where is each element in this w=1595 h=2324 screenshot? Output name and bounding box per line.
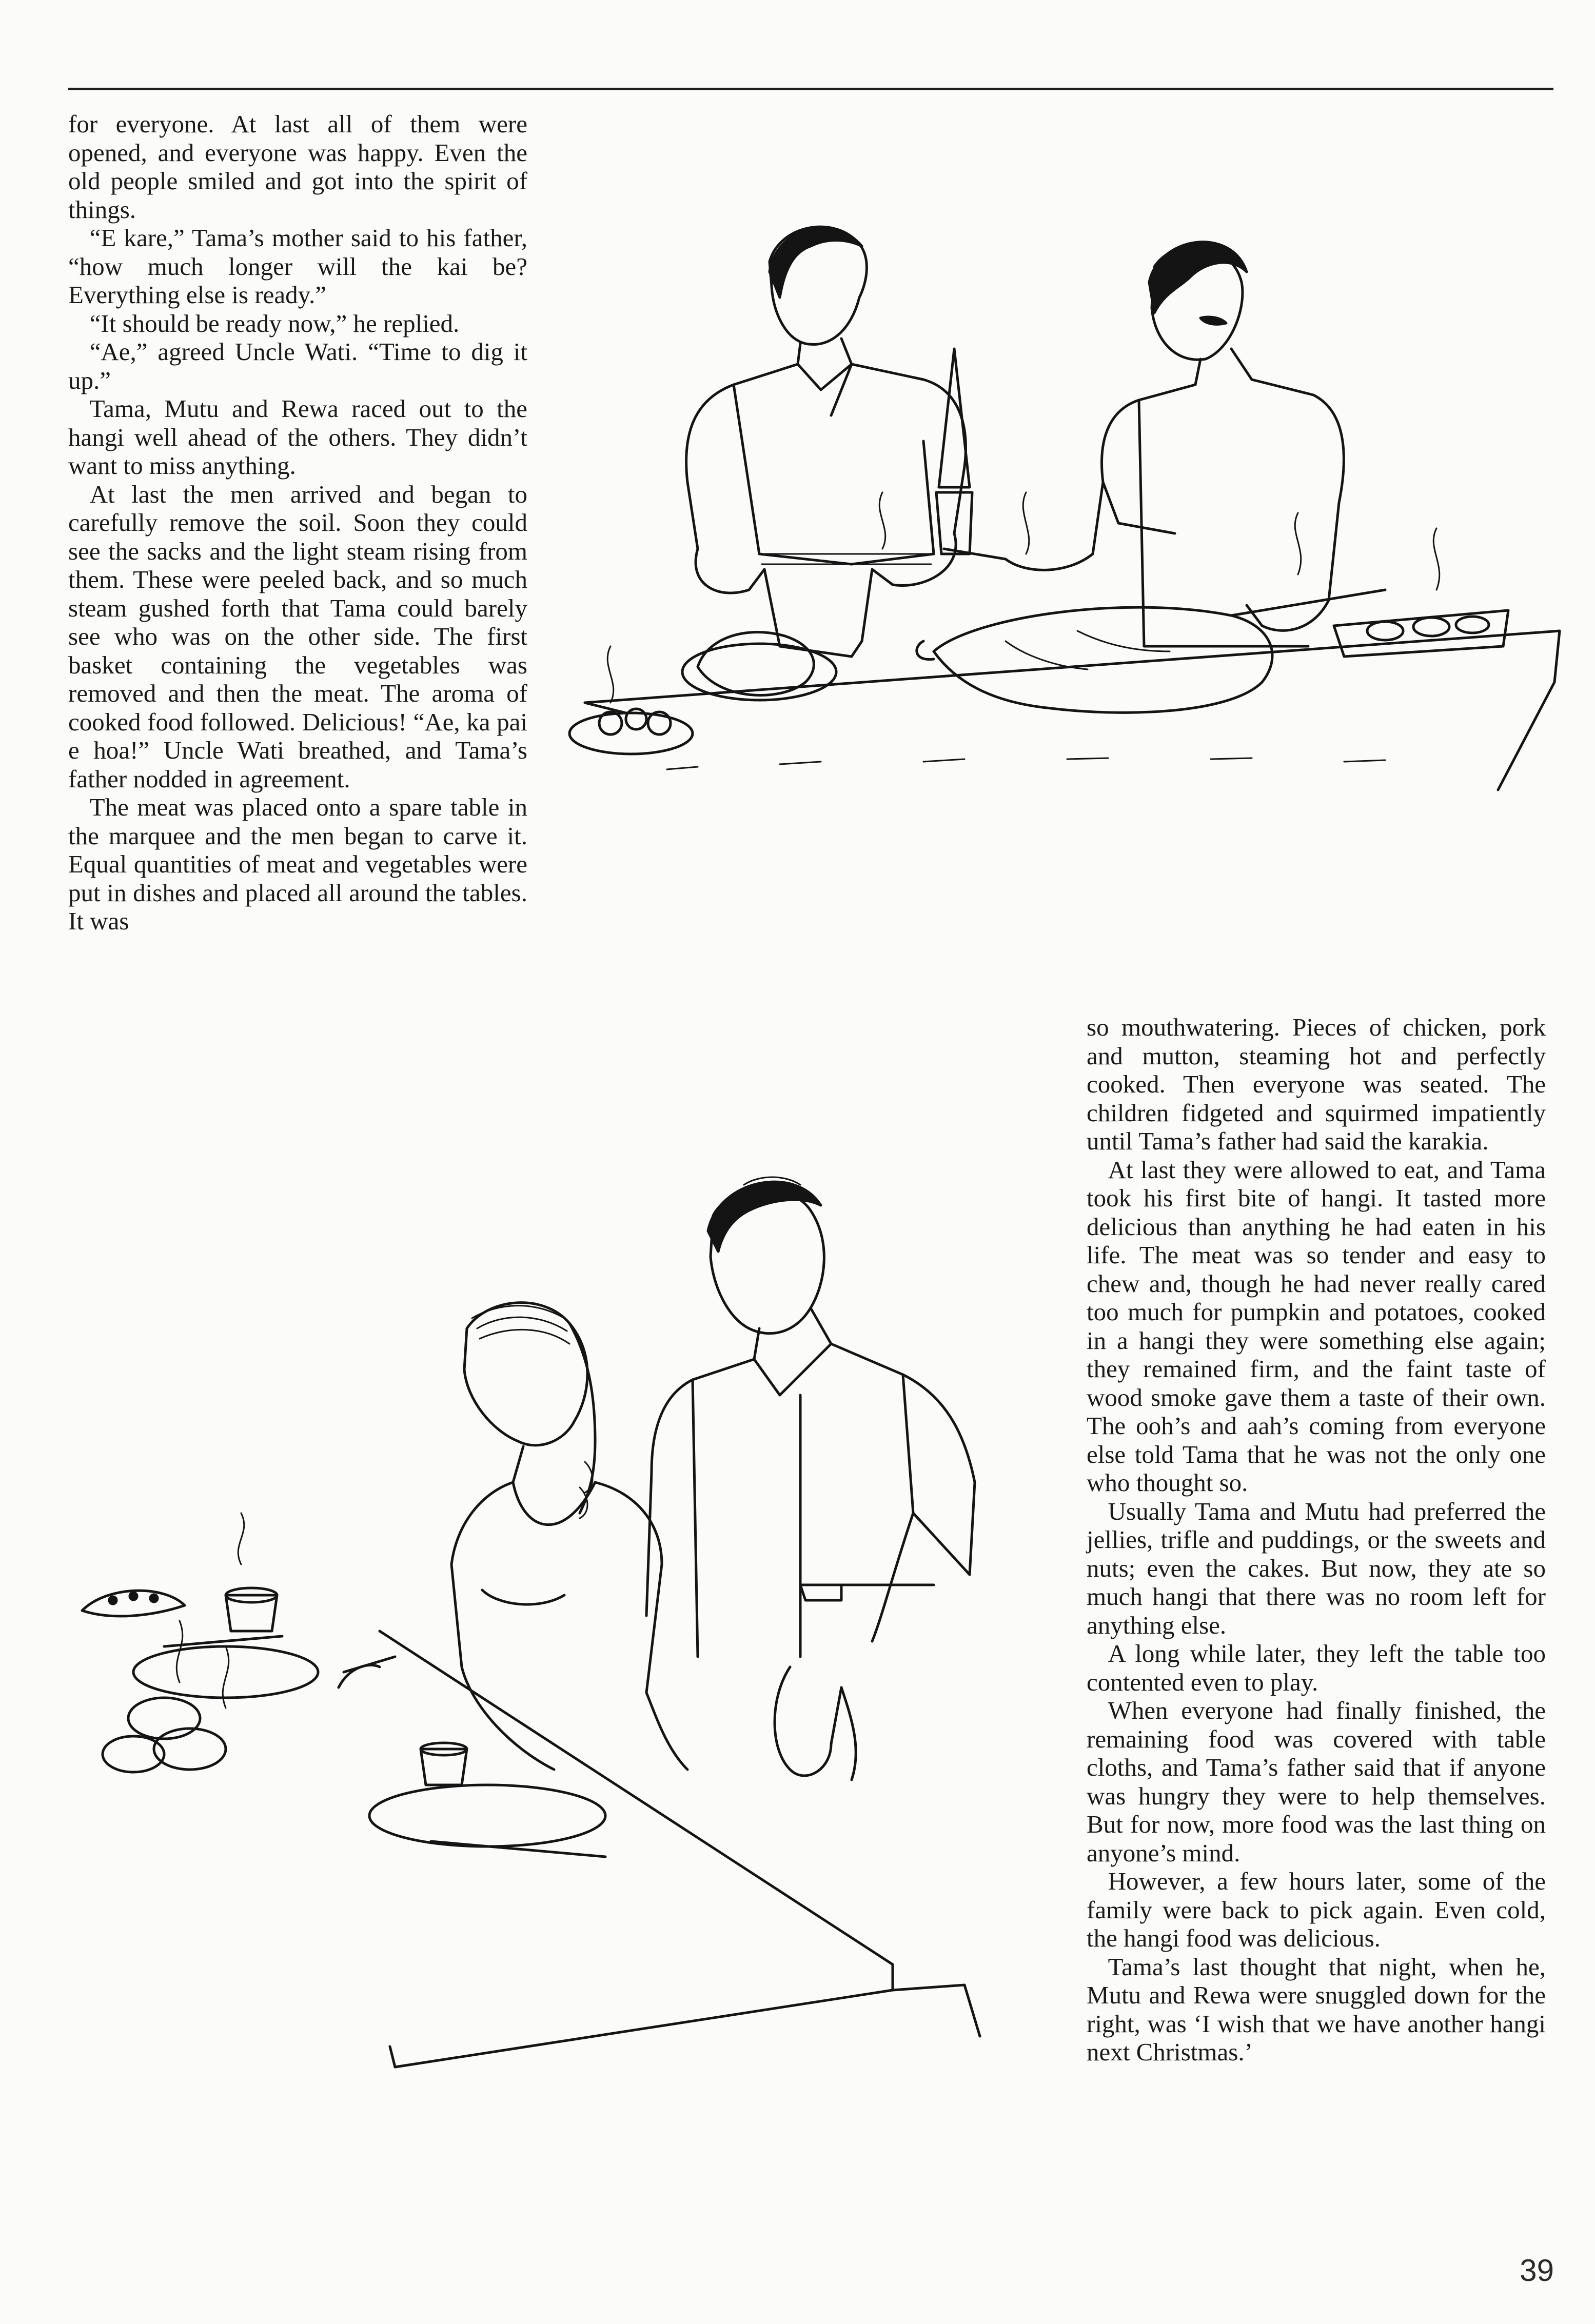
paragraph: At last they were allowed to eat, and Tama took his first bite of hangi. It tasted more delicious than anything he had eaten in his life. The meat was so tender and easy to chew and, though he had never really cared too much for pumpkin and potatoes, cooked in a hangi they were something else again; they remained firm, and the faint taste of wood smoke gave them a taste of their own. The ooh’s and aah’s coming from everyone else told Tama that he was not the only one who thought so. [1087,1155,1546,1497]
paragraph: However, a few hours later, some of the family were back to pick again. Even cold, the hangi food was delicious. [1087,1867,1546,1952]
paragraph: Tama, Mutu and Rewa raced out to the hangi well ahead of the others. They didn’t want to miss anything. [68,394,527,480]
paragraph: for everyone. At last all of them were opened, and everyone was happy. Even the old people smiled and got into the spirit of things. [68,110,527,224]
paragraph: The meat was placed onto a spare table in the marquee and the men began to carve it. Equal quantities of meat and vegetables were put in dishes and placed all around the tables. It was [68,793,527,935]
paragraph: so mouthwatering. Pieces of chicken, pork and mutton, steaming hot and perfectly cooked. Then everyone was seated. The children fidgeted and squirmed impatiently until Tama’s father had said the karakia. [1087,1013,1546,1155]
header-rule [68,88,1553,90]
paragraph: At last the men arrived and began to carefully remove the soil. Soon they could see the sacks and the light steam rising from them. These were peeled back, and so much steam gushed forth that Tama could barely see who was on the other side. The first basket containing the vegetables was removed and then the meat. The aroma of cooked food followed. Delicious! “Ae, ka pai e hoa!” Uncle Wati breathed, and Tama’s father nodded in agreement. [68,480,527,793]
left-text-column [68,110,527,936]
paragraph: Tama’s last thought that night, when he, Mutu and Rewa were snuggled down for the right, was ‘I wish that we have another hangi next Christmas.’ [1087,1952,1546,2066]
illustration-men-carving [564,195,1565,872]
paragraph: A long while later, they left the table too contented even to play. [1087,1639,1546,1696]
page-number: 39 [1520,2253,1554,2288]
illustration-couple-praying [62,1154,1067,2077]
paragraph: Usually Tama and Mutu had preferred the jellies, trifle and puddings, or the sweets and nuts; even the cakes. But now, they ate so much hangi that there was no room left for anything else. [1087,1497,1546,1639]
right-text-column [1087,1013,1546,2067]
paragraph: When everyone had finally finished, the remaining food was covered with table cloths, and Tama’s father said that if anyone was hungry they were to help themselves. But for now, more food was the last thing on anyone’s mind. [1087,1696,1546,1867]
paragraph: “It should be ready now,” he replied. [89,309,460,337]
paragraph: “E kare,” Tama’s mother said to his father, “how much longer will the kai be? Everything else is ready.” [68,224,527,309]
paragraph: “Ae,” agreed Uncle Wati. “Time to dig it up.” [68,337,527,394]
